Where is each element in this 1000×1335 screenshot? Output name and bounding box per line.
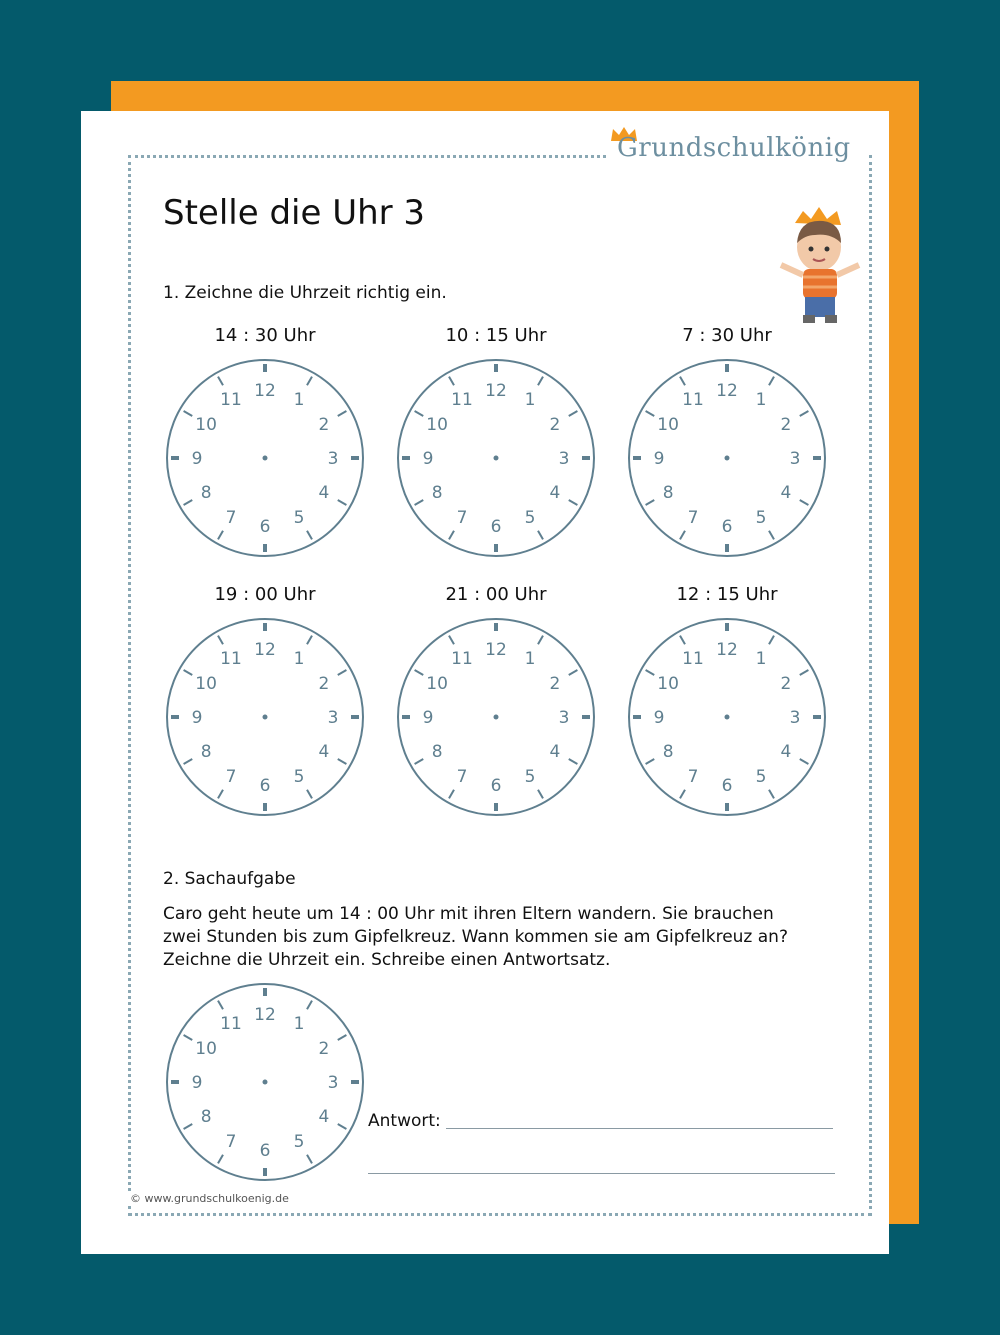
- clock-number: 4: [318, 742, 330, 762]
- clock-face[interactable]: [163, 615, 367, 819]
- clock-number: 12: [254, 1005, 276, 1025]
- hour-tick: [218, 1155, 223, 1164]
- hour-tick: [646, 759, 655, 764]
- brand-logo: Grundschulkönig: [617, 133, 851, 163]
- hour-tick: [307, 531, 312, 540]
- clock-number: 11: [220, 649, 242, 670]
- clock-number: 2: [318, 674, 330, 694]
- hour-tick: [538, 377, 543, 386]
- clock-number: 11: [451, 390, 473, 411]
- clock-number: 12: [716, 640, 738, 660]
- answer-line-1[interactable]: [446, 1128, 833, 1129]
- hour-tick: [646, 670, 655, 675]
- page-title: Stelle die Uhr 3: [163, 193, 426, 233]
- clock-number: 7: [687, 507, 699, 528]
- hour-tick: [800, 670, 809, 675]
- clock-face[interactable]: [625, 356, 829, 560]
- answer-label: Antwort:: [368, 1111, 441, 1131]
- clock-number: 7: [225, 1131, 237, 1152]
- clock-number: 3: [327, 449, 339, 469]
- hour-tick: [800, 411, 809, 416]
- hour-tick: [449, 531, 454, 540]
- hour-tick: [307, 377, 312, 386]
- clock-number: 3: [327, 1073, 339, 1093]
- clock-number: 11: [682, 649, 704, 670]
- clock-number: 10: [657, 415, 679, 435]
- clock-number: 10: [426, 674, 448, 694]
- clock-number: 5: [755, 507, 767, 528]
- clock-number: 1: [755, 390, 767, 411]
- hour-tick: [569, 500, 578, 505]
- clock-number: 4: [318, 1107, 330, 1127]
- answer-line-2[interactable]: [368, 1173, 835, 1174]
- clock-number: 2: [318, 415, 330, 435]
- clock-number: 9: [191, 708, 203, 728]
- clock-number: 12: [254, 640, 276, 660]
- clock-number: 1: [293, 1014, 305, 1035]
- clock-number: 8: [662, 742, 674, 762]
- clock-number: 6: [721, 776, 733, 796]
- hour-tick: [646, 500, 655, 505]
- hour-tick: [307, 1155, 312, 1164]
- hour-tick: [307, 790, 312, 799]
- clock-number: 8: [662, 483, 674, 503]
- hour-tick: [218, 790, 223, 799]
- clock-number: 6: [259, 776, 271, 796]
- clock-number: 5: [293, 766, 305, 787]
- hour-tick: [646, 411, 655, 416]
- clock-number: 9: [422, 708, 434, 728]
- clock-number: 7: [456, 766, 468, 787]
- clock-number: 11: [220, 1014, 242, 1035]
- hour-tick: [538, 790, 543, 799]
- clock-number: 1: [524, 649, 536, 670]
- clock-number: 9: [191, 1073, 203, 1093]
- hour-tick: [415, 759, 424, 764]
- clock-number: 7: [225, 766, 237, 787]
- task-2-heading: 2. Sachaufgabe: [163, 869, 296, 889]
- clock-number: 12: [716, 381, 738, 401]
- clock-number: 9: [191, 449, 203, 469]
- clock-face[interactable]: [625, 615, 829, 819]
- hour-tick: [800, 759, 809, 764]
- hour-tick: [338, 411, 347, 416]
- hour-tick: [415, 670, 424, 675]
- clock-number: 10: [195, 415, 217, 435]
- clock-face[interactable]: [163, 356, 367, 560]
- clock-time-label: 19 : 00 Uhr: [214, 584, 316, 605]
- clock-face[interactable]: [394, 356, 598, 560]
- clock-number: 9: [653, 708, 665, 728]
- clock-number: 7: [456, 507, 468, 528]
- hour-tick: [538, 636, 543, 645]
- clock-time-label: 21 : 00 Uhr: [445, 584, 547, 605]
- hour-tick: [769, 636, 774, 645]
- hour-tick: [449, 790, 454, 799]
- hour-tick: [569, 670, 578, 675]
- clock-number: 10: [657, 674, 679, 694]
- clock-number: 8: [431, 742, 443, 762]
- clock-number: 12: [485, 381, 507, 401]
- hour-tick: [569, 759, 578, 764]
- clock-time-label: 14 : 30 Uhr: [214, 325, 316, 346]
- clock-time-label: 10 : 15 Uhr: [445, 325, 547, 346]
- clock-number: 4: [549, 483, 561, 503]
- hour-tick: [184, 1035, 193, 1040]
- hour-tick: [338, 500, 347, 505]
- clock-number: 8: [200, 1107, 212, 1127]
- clock-center-dot: [725, 715, 730, 720]
- clock-time-label: 7 : 30 Uhr: [682, 325, 772, 346]
- task-1-heading: 1. Zeichne die Uhrzeit richtig ein.: [163, 283, 447, 303]
- hour-tick: [415, 500, 424, 505]
- hour-tick: [769, 790, 774, 799]
- clock-number: 8: [200, 483, 212, 503]
- clock-number: 1: [755, 649, 767, 670]
- clock-number: 10: [195, 674, 217, 694]
- hour-tick: [415, 411, 424, 416]
- story-text: Caro geht heute um 14 : 00 Uhr mit ihren Eltern wandern. Sie brauchen zwei Stunden bis zum Gipfelkreuz. Wann kommen sie am Gipfelkreuz an? Zeichne die Uhrzeit ein. Schreibe einen Antwortsatz.: [163, 904, 788, 970]
- clock-number: 1: [293, 649, 305, 670]
- clock-center-dot: [263, 456, 268, 461]
- hour-tick: [338, 759, 347, 764]
- hour-tick: [218, 531, 223, 540]
- hour-tick: [680, 377, 685, 386]
- hour-tick: [184, 411, 193, 416]
- clock-number: 4: [318, 483, 330, 503]
- clock-number: 10: [426, 415, 448, 435]
- clock-number: 6: [259, 1141, 271, 1161]
- hour-tick: [338, 1124, 347, 1129]
- hour-tick: [680, 531, 685, 540]
- clock-number: 1: [524, 390, 536, 411]
- clock-face[interactable]: [163, 980, 367, 1184]
- hour-tick: [218, 377, 223, 386]
- clock-center-dot: [725, 456, 730, 461]
- hour-tick: [307, 1001, 312, 1010]
- hour-tick: [769, 531, 774, 540]
- clock-number: 2: [549, 415, 561, 435]
- clock-number: 2: [780, 415, 792, 435]
- clock-number: 12: [254, 381, 276, 401]
- clock-number: 11: [682, 390, 704, 411]
- hour-tick: [449, 636, 454, 645]
- clock-number: 3: [789, 708, 801, 728]
- clock-center-dot: [494, 715, 499, 720]
- clock-number: 2: [318, 1039, 330, 1059]
- clock-number: 5: [755, 766, 767, 787]
- clock-number: 7: [687, 766, 699, 787]
- hour-tick: [769, 377, 774, 386]
- hour-tick: [338, 670, 347, 675]
- hour-tick: [218, 636, 223, 645]
- hour-tick: [184, 500, 193, 505]
- clock-center-dot: [494, 456, 499, 461]
- worksheet: [81, 111, 889, 1254]
- clock-number: 8: [431, 483, 443, 503]
- clock-number: 3: [558, 708, 570, 728]
- clock-time-label: 12 : 15 Uhr: [676, 584, 778, 605]
- clock-center-dot: [263, 1080, 268, 1085]
- hour-tick: [680, 636, 685, 645]
- clock-number: 11: [220, 390, 242, 411]
- clock-number: 5: [524, 766, 536, 787]
- clock-number: 5: [293, 1131, 305, 1152]
- clock-number: 1: [293, 390, 305, 411]
- clock-number: 2: [549, 674, 561, 694]
- clock-number: 5: [524, 507, 536, 528]
- clock-number: 9: [653, 449, 665, 469]
- clock-number: 2: [780, 674, 792, 694]
- hour-tick: [338, 1035, 347, 1040]
- hour-tick: [184, 670, 193, 675]
- clock-number: 9: [422, 449, 434, 469]
- clock-number: 5: [293, 507, 305, 528]
- clock-number: 6: [490, 517, 502, 537]
- hour-tick: [184, 759, 193, 764]
- clock-number: 3: [558, 449, 570, 469]
- clock-number: 4: [549, 742, 561, 762]
- hour-tick: [538, 531, 543, 540]
- clock-face[interactable]: [394, 615, 598, 819]
- clock-center-dot: [263, 715, 268, 720]
- clock-number: 4: [780, 742, 792, 762]
- hour-tick: [569, 411, 578, 416]
- clock-number: 3: [789, 449, 801, 469]
- clock-number: 3: [327, 708, 339, 728]
- clock-number: 4: [780, 483, 792, 503]
- hour-tick: [307, 636, 312, 645]
- hour-tick: [184, 1124, 193, 1129]
- footer-copyright: © www.grundschulkoenig.de: [126, 1192, 293, 1205]
- clock-number: 7: [225, 507, 237, 528]
- clock-number: 11: [451, 649, 473, 670]
- hour-tick: [218, 1001, 223, 1010]
- clock-number: 6: [259, 517, 271, 537]
- clock-number: 12: [485, 640, 507, 660]
- boy-illustration: [775, 203, 865, 333]
- clock-number: 10: [195, 1039, 217, 1059]
- clock-number: 6: [490, 776, 502, 796]
- hour-tick: [800, 500, 809, 505]
- clock-number: 6: [721, 517, 733, 537]
- clock-number: 8: [200, 742, 212, 762]
- hour-tick: [449, 377, 454, 386]
- hour-tick: [680, 790, 685, 799]
